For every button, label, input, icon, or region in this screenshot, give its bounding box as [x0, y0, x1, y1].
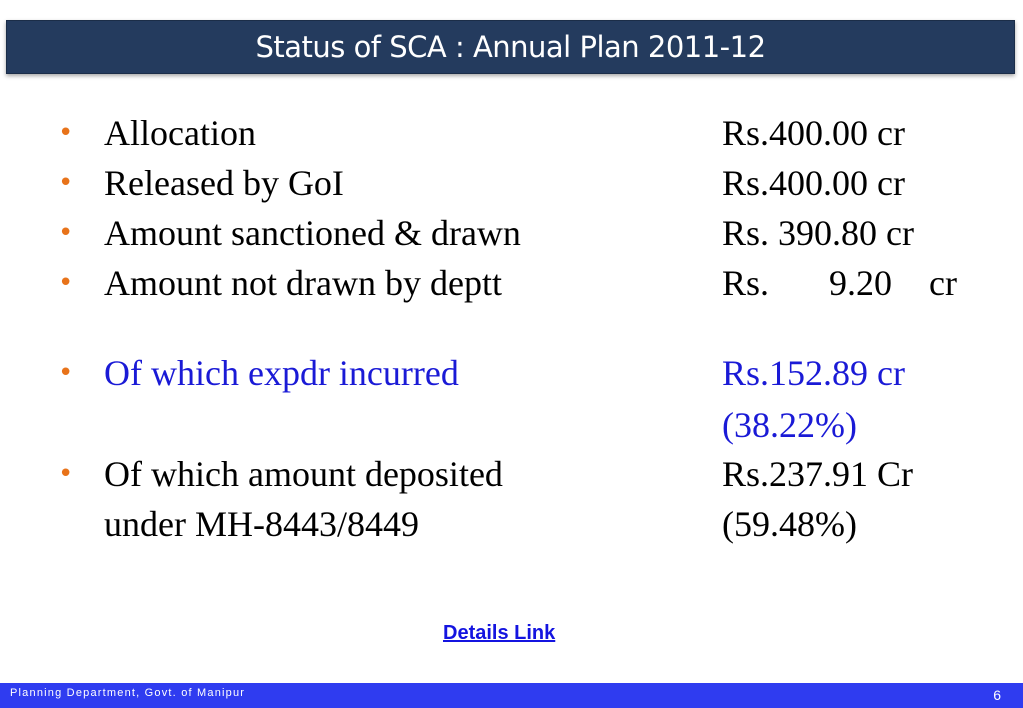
item-label: Amount not drawn by deptt: [104, 263, 502, 303]
bullet-icon: •: [58, 118, 74, 148]
bullet-icon: •: [58, 218, 74, 248]
bullet-icon: •: [58, 168, 74, 198]
bullet-icon: •: [58, 459, 74, 489]
item-label: Allocation: [104, 113, 256, 153]
item-label: Amount sanctioned & drawn: [104, 213, 521, 253]
item-value: Rs. 390.80 cr: [722, 213, 914, 253]
page-number: 6: [993, 687, 1001, 703]
item-value: Rs.237.91 Cr: [722, 454, 914, 494]
bullet-icon: •: [58, 268, 74, 298]
footer-text: Planning Department, Govt. of Manipur: [10, 687, 246, 699]
item-value: Rs.152.89 cr: [722, 353, 905, 393]
item-value-unit: cr: [929, 263, 957, 303]
item-label: Of which expdr incurred: [104, 353, 459, 393]
item-value-percent: (38.22%): [722, 405, 857, 445]
item-value-amount: 9.20: [829, 263, 892, 303]
bullet-icon: •: [58, 358, 74, 388]
item-label: Released by GoI: [104, 163, 344, 203]
item-value-percent: (59.48%): [722, 504, 857, 544]
item-label-line2: under MH-8443/8449: [104, 504, 419, 544]
details-link[interactable]: Details Link: [443, 622, 556, 644]
item-value-prefix: Rs.: [722, 263, 770, 303]
footer-bar: [0, 683, 1023, 708]
slide-title: Status of SCA : Annual Plan 2011-12: [255, 30, 766, 64]
item-label: Of which amount deposited: [104, 454, 503, 494]
item-value: Rs.400.00 cr: [722, 163, 905, 203]
item-value: Rs.400.00 cr: [722, 113, 905, 153]
title-bar: [6, 20, 1015, 74]
